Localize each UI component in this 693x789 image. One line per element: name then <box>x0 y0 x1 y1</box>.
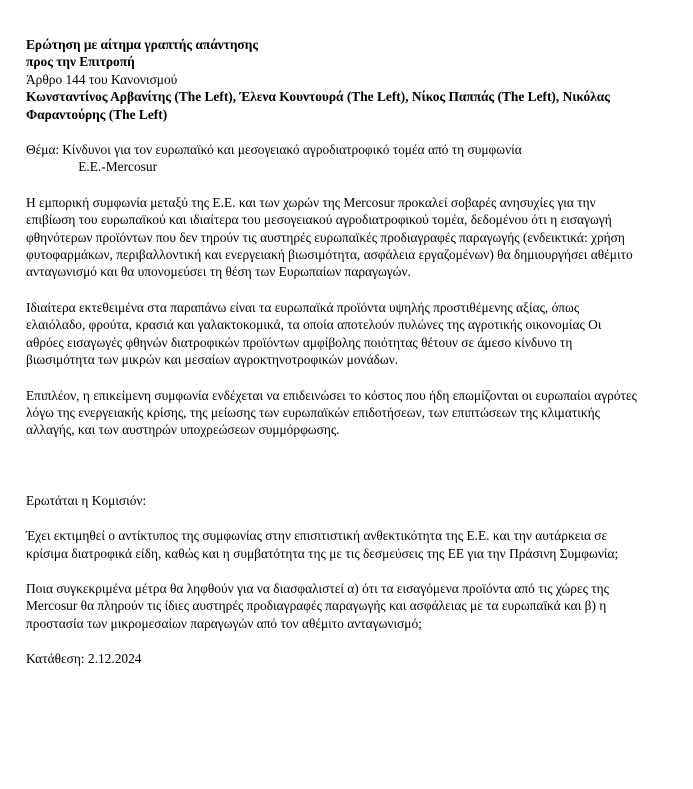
subject-text-line2: Ε.Ε.-Mercosur <box>78 159 158 175</box>
subject-block <box>26 141 638 176</box>
document-title: Ερώτηση με αίτημα γραπτής απάντησης <box>26 37 258 52</box>
body-paragraph: Η εμπορική συμφωνία μεταξύ της Ε.Ε. και των χωρών της Mercosur προκαλεί σοβαρές ανησυχίες για την επιβίωση του ευρωπαϊκού και ιδιαίτερα του μεσογειακού αγροδιατροφικού τομέα, δεδομένου ότι η εισαγωγή φθηνότερων προϊόντων που δεν τηρούν τις αυστηρές ευρωπαϊκές προδιαγραφές παραγωγής (ενδεικτικά: χρήση φυτοφαρμάκων, περιβαλλοντική και ενεργειακή βιωσιμότητα, ασφάλεια εργαζομένων) θα δημιουργήσει αθέμιτο ανταγωνισμό και θα υπονομεύσει τη θέση των Ευρωπαίων παραγωγών. <box>26 194 633 280</box>
document-addressee: προς την Επιτροπή <box>26 54 135 70</box>
body-paragraph: Ιδιαίτερα εκτεθειμένα στα παραπάνω είναι τα ευρωπαϊκά προϊόντα υψηλής προστιθέμενης αξίας, όπως ελαιόλαδο, φρούτα, κρασιά και γαλακτοκομικά, τα οποία αποτελούν πυλώνες της αγροτικής οικονομίας Οι αθρόες εισαγωγές φθηνών διατροφικών προϊόντων αμφίβολης ποιότητας θέτουν σε άμεσο κίνδυνο τη βιωσιμότητα των μικρών και μεσαίων αγροκτηνοτροφικών μονάδων. <box>26 299 602 368</box>
question-item: Έχει εκτιμηθεί ο αντίκτυπος της συμφωνίας στην επισιτιστική ανθεκτικότητα της Ε.Ε. και την αυτάρκεια σε κρίσιμα διατροφικά είδη, καθώς και η συμβατότητα της με τις δεσμεύσεις της ΕΕ για την Πράσινη Συμφωνία; <box>26 528 619 561</box>
submission-date: Κατάθεση: 2.12.2024 <box>26 651 142 667</box>
question-intro: Ερωτάται η Κομισιόν: <box>26 492 147 508</box>
subject-text-line1: Κίνδυνοι για τον ευρωπαϊκό και μεσογειακό αγροδιατροφικό τομέα από τη συμφωνία <box>62 142 522 158</box>
body-paragraph: Επιπλέον, η επικείμενη συμφωνία ενδέχεται να επιδεινώσει το κόστος που ήδη επωμίζονται οι ευρωπαίοι αγρότες λόγω της ενεργειακής κρίσης, της μείωσης των ευρωπαϊκών επιδοτήσεων, των επιπτώσεων της κλιματικής αλλαγής, και των αυστηρών υποχρεώσεων συμμόρφωσης. <box>26 387 637 438</box>
document-header <box>26 36 638 123</box>
question-item: Ποια συγκεκριμένα μέτρα θα ληφθούν για να διασφαλιστεί α) ότι τα εισαγόμενα προϊόντα από τις χώρες της Mercosur θα πληρούν τις ίδιες αυστηρές προδιαγραφές παραγωγής και ασφάλειας με τα ευρωπαϊκά και β) η προστασία των μικρομεσαίων παραγωγών από τον αθέμιτο ανταγωνισμό; <box>26 580 609 631</box>
rule-reference: Άρθρο 144 του Κανονισμού <box>26 71 178 87</box>
authors-list: Κωνσταντίνος Αρβανίτης (The Left), Έλενα Κουντουρά (The Left), Νίκος Παππάς (The Left), Νικόλας Φαραντούρης (The Left) <box>26 89 610 122</box>
spacer <box>26 457 638 492</box>
document-page <box>26 36 638 668</box>
subject-label: Θέμα: <box>26 142 60 158</box>
subject-text <box>59 141 522 176</box>
